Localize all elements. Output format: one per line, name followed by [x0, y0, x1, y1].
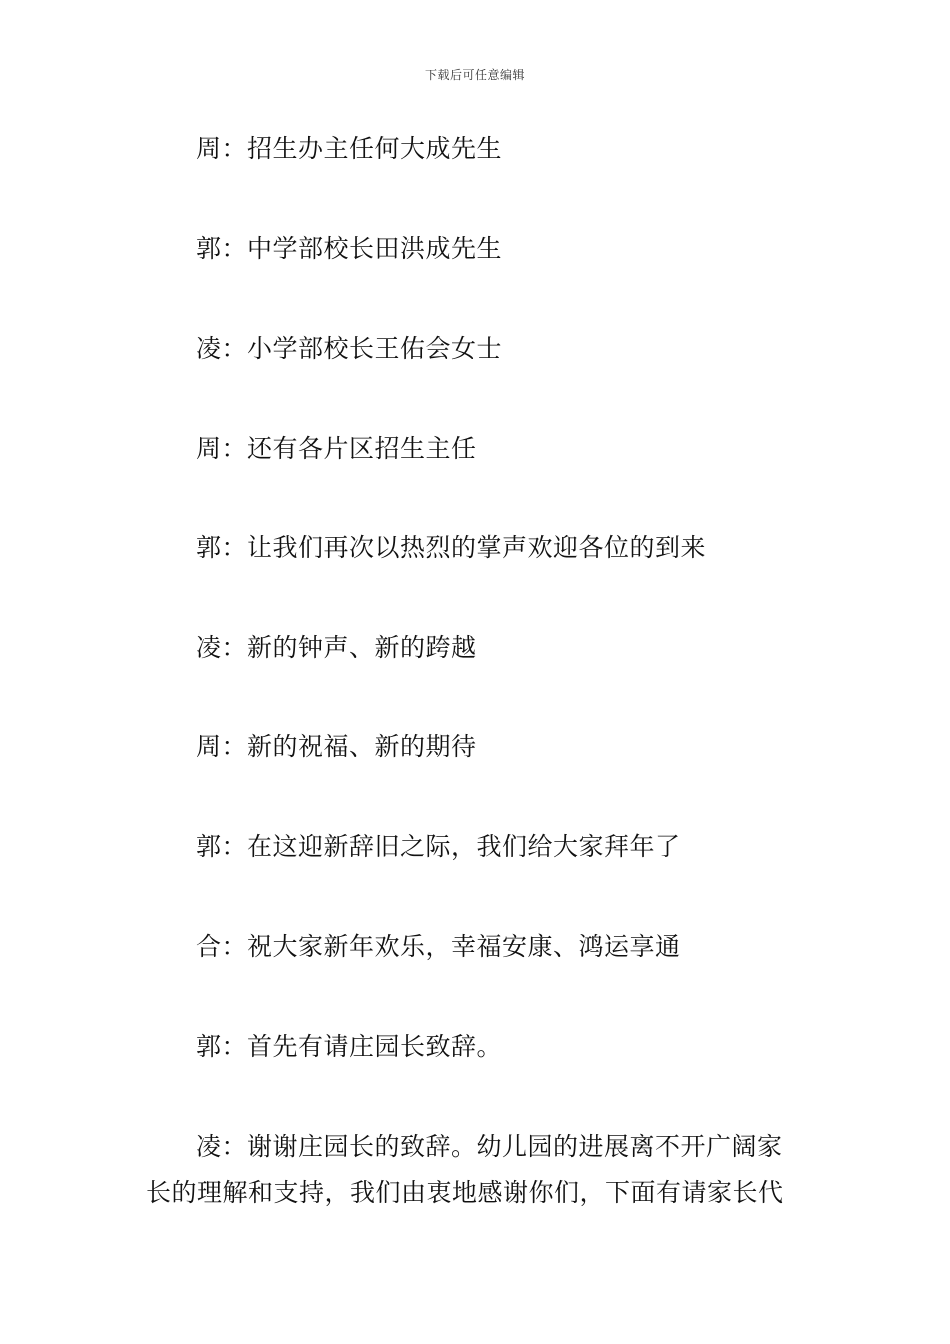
script-line-5: 郭：让我们再次以热烈的掌声欢迎各位的到来 [196, 533, 707, 562]
script-line-3: 凌：小学部校长王佑会女士 [196, 334, 503, 363]
paragraph-line-1 [146, 1124, 816, 1170]
script-line-4: 周：还有各片区招生主任 [196, 434, 477, 463]
page-header: 下载后可任意编辑 [424, 68, 525, 82]
paragraph-line-1-text: 凌：谢谢庄园长的致辞。幼儿园的进展离不开广阔家 [196, 1132, 783, 1161]
script-line-6: 凌：新的钟声、新的跨越 [196, 633, 477, 662]
script-line-8: 郭：在这迎新辞旧之际，我们给大家拜年了 [196, 832, 681, 861]
script-line-7: 周：新的祝福、新的期待 [196, 732, 477, 761]
script-line-2: 郭：中学部校长田洪成先生 [196, 234, 503, 263]
script-line-9: 合：祝大家新年欢乐，幸福安康、鸿运享通 [196, 932, 681, 961]
script-line-1: 周：招生办主任何大成先生 [196, 134, 503, 163]
script-line-10: 郭：首先有请庄园长致辞。 [196, 1032, 503, 1061]
paragraph-line-2: 长的理解和支持，我们由衷地感谢你们，下面有请家长代 [146, 1178, 784, 1207]
script-paragraph [146, 1124, 816, 1216]
